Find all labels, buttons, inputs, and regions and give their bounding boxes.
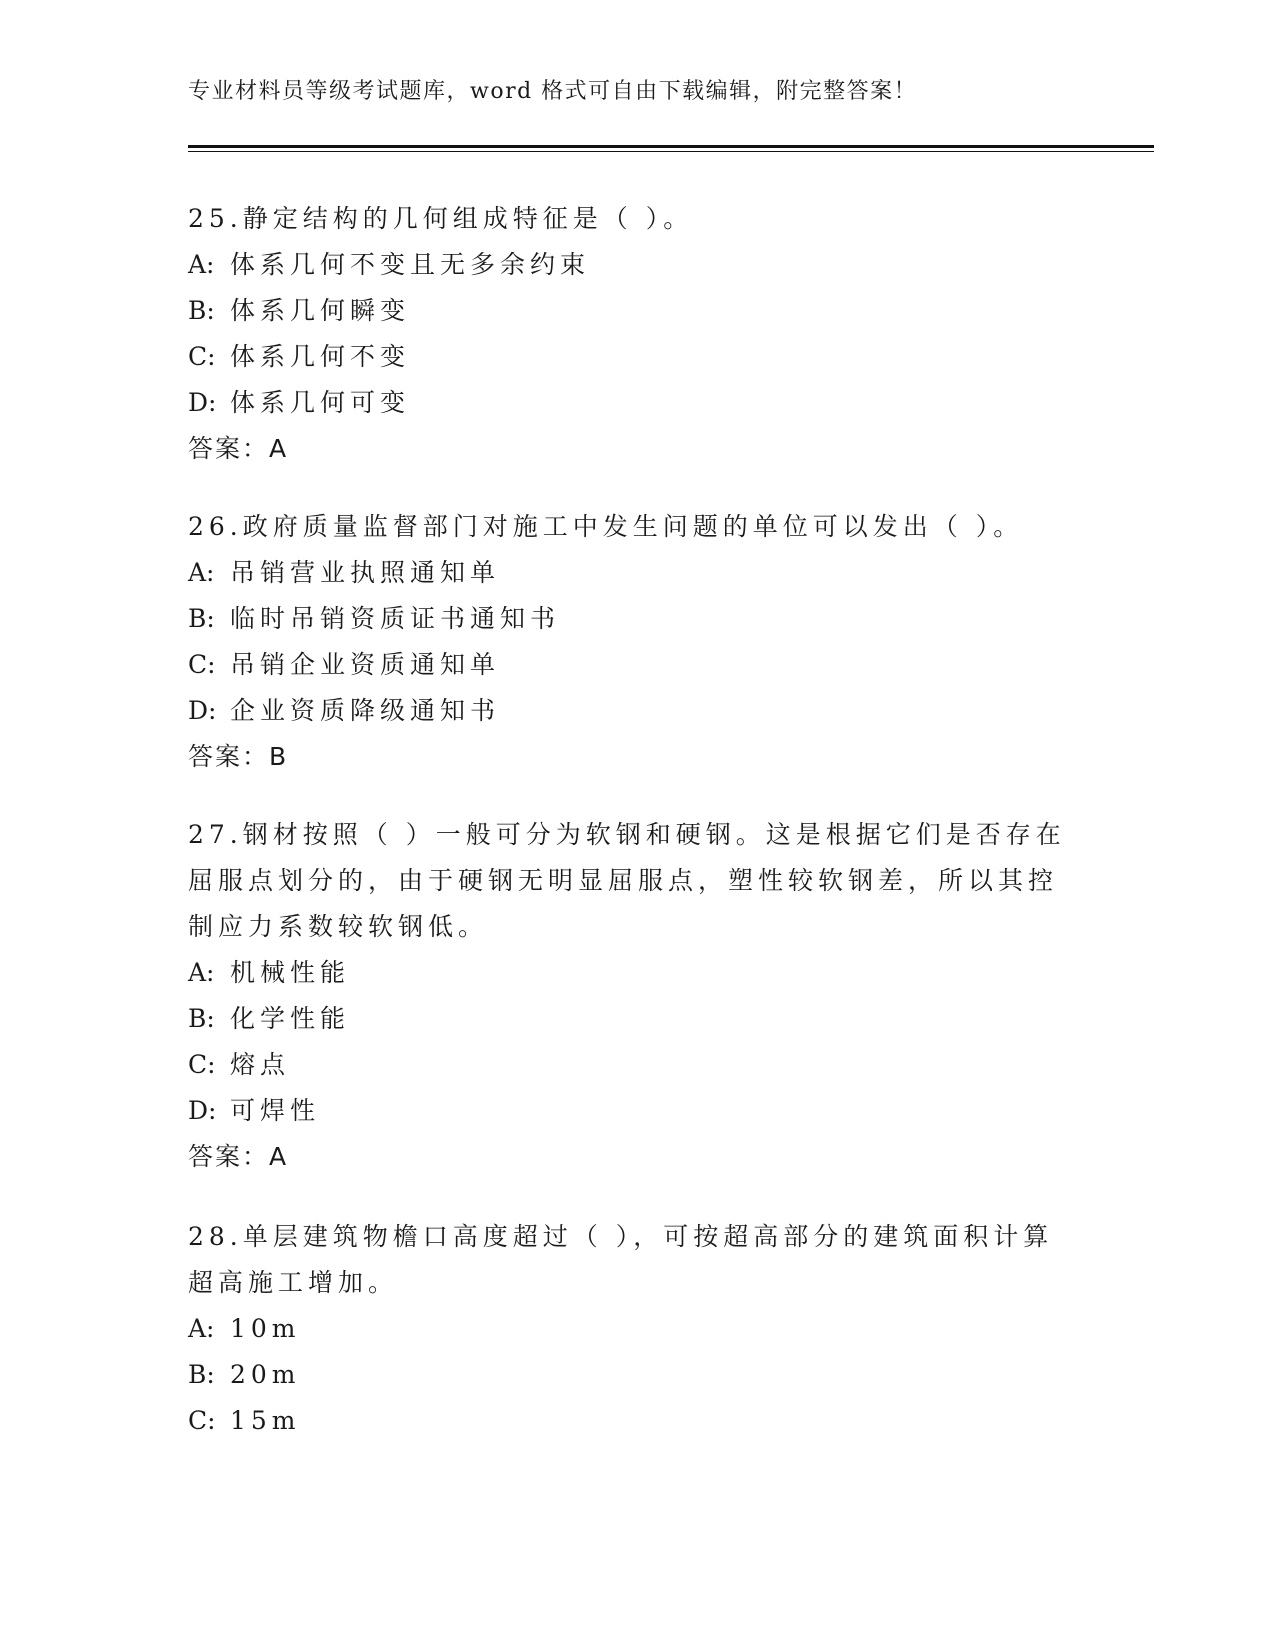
option-b bbox=[188, 596, 1068, 642]
option-a bbox=[188, 550, 1068, 596]
option-d bbox=[188, 688, 1068, 734]
header-divider-thick bbox=[188, 145, 1154, 148]
option-key: A: bbox=[188, 958, 215, 987]
option-key: B: bbox=[188, 604, 215, 633]
option-key: A: bbox=[188, 250, 215, 279]
option-text: 吊销企业资质通知单 bbox=[230, 650, 501, 679]
option-text: 临时吊销资质证书通知书 bbox=[230, 604, 561, 633]
question-stem: 27.钢材按照（ ）一般可分为软钢和硬钢。这是根据它们是否存在屈服点划分的，由于硬钢无明显屈服点，塑性较软钢差，所以其控制应力系数较软钢低。 bbox=[188, 820, 1066, 941]
option-a bbox=[188, 242, 1068, 288]
option-key: A: bbox=[188, 558, 215, 587]
question-28 bbox=[188, 1214, 1068, 1444]
option-c bbox=[188, 1042, 1068, 1088]
page-header: 专业材料员等级考试题库，word 格式可自由下载编辑，附完整答案！ bbox=[188, 79, 918, 104]
option-b bbox=[188, 1352, 1068, 1398]
answer: 答案：B bbox=[188, 742, 289, 771]
option-text: 20m bbox=[230, 1360, 301, 1389]
option-key: C: bbox=[188, 342, 216, 371]
option-b bbox=[188, 288, 1068, 334]
question-stem: 25.静定结构的几何组成特征是（ ）。 bbox=[188, 204, 694, 233]
option-d bbox=[188, 380, 1068, 426]
option-c bbox=[188, 1398, 1068, 1444]
option-text: 吊销营业执照通知单 bbox=[230, 558, 501, 587]
option-c bbox=[188, 334, 1068, 380]
option-key: D: bbox=[188, 1096, 217, 1125]
option-text: 10m bbox=[230, 1314, 301, 1343]
option-key: C: bbox=[188, 1050, 216, 1079]
option-key: C: bbox=[188, 1406, 216, 1435]
option-text: 体系几何可变 bbox=[230, 388, 411, 417]
answer: 答案：A bbox=[188, 1142, 289, 1171]
option-a bbox=[188, 1306, 1068, 1352]
option-key: C: bbox=[188, 650, 216, 679]
question-27 bbox=[188, 812, 1068, 1180]
option-key: D: bbox=[188, 696, 217, 725]
header-divider-thin bbox=[188, 151, 1154, 152]
option-text: 体系几何不变 bbox=[230, 342, 411, 371]
option-text: 机械性能 bbox=[230, 958, 351, 987]
option-text: 企业资质降级通知书 bbox=[230, 696, 501, 725]
option-a bbox=[188, 950, 1068, 996]
option-key: D: bbox=[188, 388, 217, 417]
question-26 bbox=[188, 504, 1068, 780]
option-text: 15m bbox=[230, 1406, 301, 1435]
question-stem: 26.政府质量监督部门对施工中发生问题的单位可以发出（ ）。 bbox=[188, 512, 1024, 541]
answer: 答案：A bbox=[188, 434, 289, 463]
option-text: 体系几何不变且无多余约束 bbox=[230, 250, 591, 279]
question-stem: 28.单层建筑物檐口高度超过（ ），可按超高部分的建筑面积计算超高施工增加。 bbox=[188, 1222, 1054, 1297]
option-d bbox=[188, 1088, 1068, 1134]
option-key: A: bbox=[188, 1314, 215, 1343]
option-text: 体系几何瞬变 bbox=[230, 296, 411, 325]
option-text: 熔点 bbox=[230, 1050, 291, 1079]
option-key: B: bbox=[188, 296, 215, 325]
option-c bbox=[188, 642, 1068, 688]
option-text: 化学性能 bbox=[230, 1004, 351, 1033]
question-25 bbox=[188, 196, 1068, 472]
option-text: 可焊性 bbox=[230, 1096, 321, 1125]
option-key: B: bbox=[188, 1360, 215, 1389]
option-b bbox=[188, 996, 1068, 1042]
option-key: B: bbox=[188, 1004, 215, 1033]
